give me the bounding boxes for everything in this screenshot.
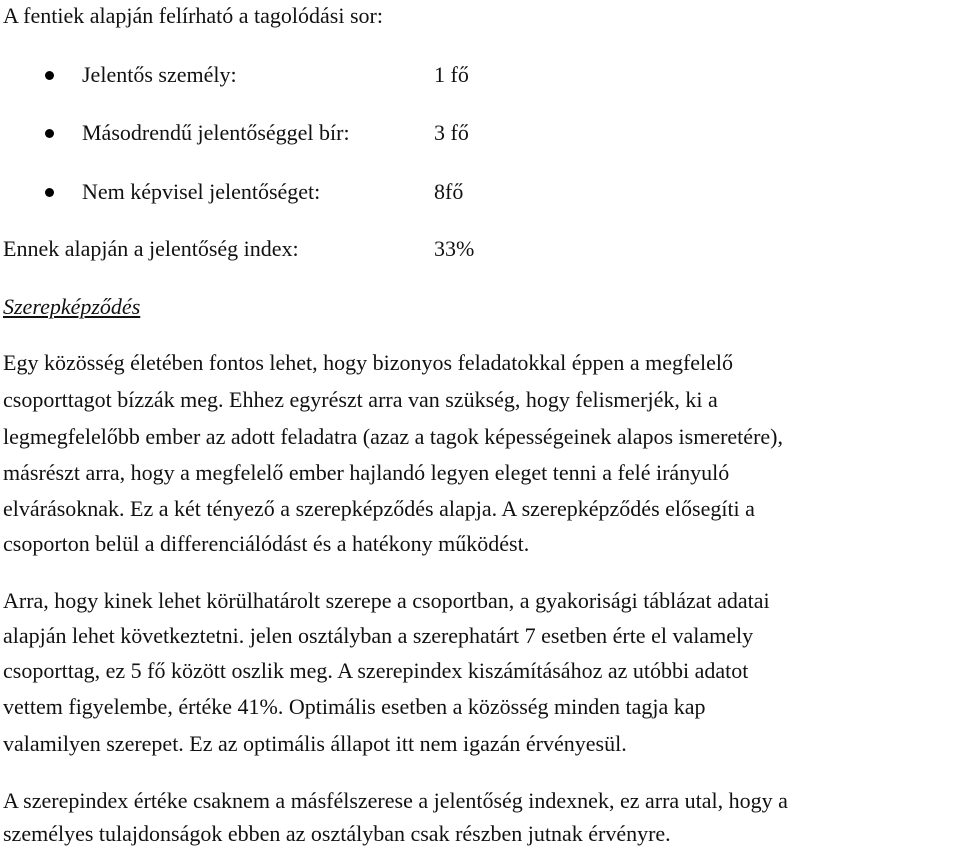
section-heading: Szerepképződés	[3, 294, 141, 319]
paragraph-line: legmegfelelőbb ember az adott feladatra (azaz a tagok képességeinek alapos ismeretére),	[3, 424, 783, 449]
paragraph-line: csoporttag, ez 5 fő között oszlik meg. A szerepindex kiszámításához az utóbbi adatot	[3, 658, 749, 683]
paragraph-line: személyes tulajdonságok ebben az osztályban csak részben jutnak érvényre.	[3, 821, 671, 846]
index-label: Ennek alapján a jelentőség index:	[3, 236, 299, 261]
bullet-value: 8fő	[434, 179, 464, 204]
paragraph-line: elvárásoknak. Ez a két tényező a szerepképződés alapja. A szerepképződés elősegíti a	[3, 496, 755, 521]
paragraph-line: csoporton belül a differenciálódást és a hatékony működést.	[3, 531, 530, 556]
bullet-value: 1 fő	[434, 62, 469, 87]
intro-line: A fentiek alapján felírható a tagolódási sor:	[3, 3, 383, 28]
bullet-value: 3 fő	[434, 120, 469, 145]
index-value: 33%	[434, 236, 475, 261]
paragraph-line: Egy közösség életében fontos lehet, hogy bizonyos feladatokkal éppen a megfelelő	[3, 350, 734, 375]
paragraph-line: A szerepindex értéke csaknem a másfélszerese a jelentőség indexnek, ez arra utal, hogy a	[3, 788, 788, 813]
paragraph-line: Arra, hogy kinek lehet körülhatárolt szerepe a csoportban, a gyakorisági táblázat adatai	[3, 588, 770, 613]
bullet-label: Nem képvisel jelentőséget:	[82, 179, 321, 204]
bullet-label: Jelentős személy:	[82, 62, 237, 87]
bullet-label: Másodrendű jelentőséggel bír:	[82, 120, 350, 145]
paragraph-line: valamilyen szerepet. Ez az optimális állapot itt nem igazán érvényesül.	[3, 731, 627, 756]
paragraph-line: vettem figyelembe, értéke 41%. Optimális esetben a közösség minden tagja kap	[3, 694, 706, 719]
bullet-dot-icon	[45, 188, 54, 197]
paragraph-line: másrészt arra, hogy a megfelelő ember hajlandó legyen eleget tenni a felé irányuló	[3, 460, 730, 485]
bullet-dot-icon	[45, 129, 54, 138]
paragraph-line: csoporttagot bízzák meg. Ehhez egyrészt arra van szükség, hogy felismerjék, ki a	[3, 387, 718, 412]
paragraph-line: alapján lehet következtetni. jelen osztályban a szerephatárt 7 esetben érte el valamely	[3, 623, 754, 648]
bullet-dot-icon	[45, 71, 54, 80]
